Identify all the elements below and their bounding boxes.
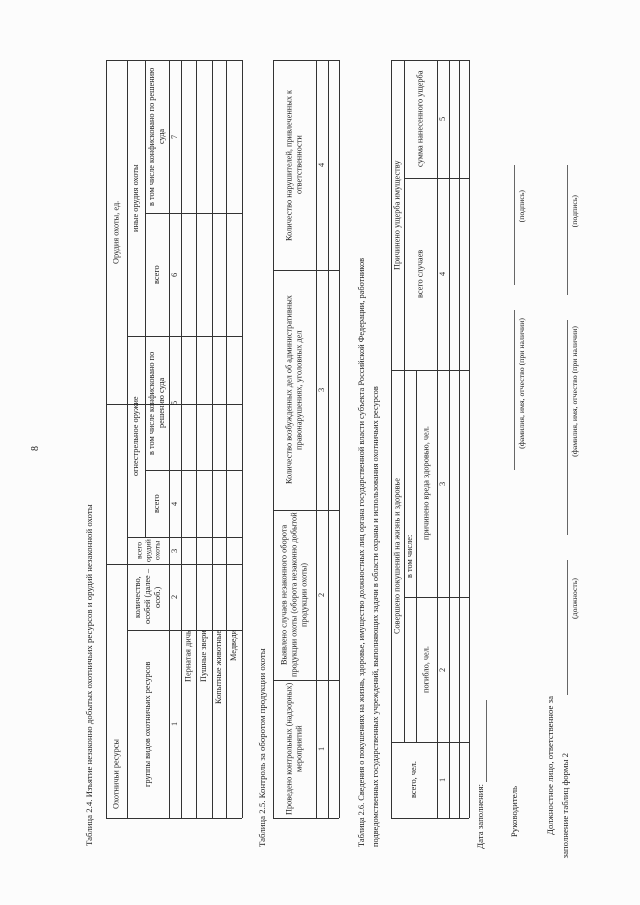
t24-col-all-tools: всего орудий охоты (134, 539, 162, 562)
t25-col-4: Количество нарушителей, привлеченных к ответственности (284, 89, 304, 241)
t25-num-2: 2 (317, 592, 327, 598)
t25-col-2: Выявлено случаев незаконного оборота продукции охоты (оборота незаконно добытой продукции охоты) (279, 512, 309, 678)
t25-num-3: 3 (317, 387, 327, 393)
t24-group-tools: Орудия охоты, ед. (111, 200, 121, 264)
t24-num-3: 3 (170, 548, 180, 553)
t24-col-fire-conf: в том числе конфисковано по решению суда (147, 351, 166, 455)
t24-num-1: 1 (170, 721, 180, 727)
t24-row-label: Медведи (229, 630, 239, 662)
t26-num-4: 4 (438, 271, 448, 277)
t24-col-count: количество, особей (далее – особ.) (133, 569, 162, 625)
t26-group-damage: Причинено ущерба имуществу (392, 160, 402, 270)
t24-num-4: 4 (170, 501, 180, 506)
t26-col-amount: сумма нанесенного ущерба (415, 70, 425, 168)
t24-row-label: Пернатая дичь (183, 630, 193, 682)
fio-caption-2: (фамилия, имя, отчество (при наличии) (570, 326, 579, 457)
fio-caption-1: (фамилия, имя, отчество (при наличии) (517, 318, 526, 449)
t26-num-2: 2 (438, 667, 448, 672)
sign-caption-1: (подпись) (517, 190, 526, 223)
t24-group-hunting: Охотничьи ресурсы (111, 739, 121, 810)
t25-num-1: 1 (317, 746, 327, 752)
t24-num-7: 7 (170, 134, 180, 139)
t24-col-other-conf: в том числе конфисковано по решению суда (147, 67, 166, 206)
t26-num-1: 1 (438, 777, 448, 783)
t24-row-label: Копытные животные (214, 630, 224, 705)
position-caption: (должность) (570, 578, 579, 619)
t24-group-firearms: огнестрельное оружие (131, 396, 141, 477)
t25-col-1: Проведено контрольных (надзорных) мероприятий (284, 682, 304, 816)
t26-sub-including: в том числе: (405, 534, 415, 578)
t24-row-label: Пушные звери (199, 630, 209, 682)
table-2-6-title-line2: подведомственных государственных учреждений, выполняющих задачи в области охраны и использования охотничьих ресурсов (371, 386, 380, 847)
t24-group-other: иные орудия охоты (131, 164, 141, 232)
t26-col-harmed: причинено вреда здоровью, чел. (421, 426, 431, 541)
t24-num-2: 2 (170, 594, 180, 600)
t25-col-3: Количество возбужденных дел об административных правонарушениях, уголовных дел (284, 295, 304, 485)
t26-col-total: всего, чел. (409, 761, 419, 799)
t26-num-5: 5 (438, 116, 448, 122)
t26-col-cases: всего случаев (415, 249, 425, 299)
t26-col-killed: погибло, чел. (421, 646, 431, 693)
t24-num-6: 6 (170, 272, 180, 277)
responsible-label-2: заполнение таблиц формы 2 (560, 753, 570, 859)
t24-col-other-total: всего (152, 265, 162, 284)
page-number: 8 (30, 446, 41, 451)
head-label: Руководитель (509, 786, 519, 838)
t24-col-groups-label: группы видов охотничьих ресурсов (143, 661, 153, 787)
table-2-4-title: Таблица 2.4. Изъятие незаконно добытых охотничьих ресурсов и орудий незаконной охоты (84, 504, 94, 846)
t26-num-3: 3 (438, 481, 448, 486)
t24-col-fire-total: всего (152, 494, 162, 513)
t26-group-attempts: Совершено покушений на жизнь и здоровье (392, 478, 402, 634)
table-2-5-title: Таблица 2.5. Контроль за оборотом продукции охоты (257, 648, 267, 847)
t25-num-4: 4 (317, 162, 327, 168)
responsible-label-1: Должностное лицо, ответственное за (545, 696, 555, 835)
sign-caption-2: (подпись) (570, 195, 579, 228)
date-label: Дата заполнения: (475, 784, 485, 849)
table-2-6-title-line1: Таблица 2.6. Сведения о покушениях на жизнь, здоровье, имущество должностных лиц органа государственной власти субъекта Российской Федерации, работников (357, 257, 366, 847)
t24-num-5: 5 (170, 400, 180, 406)
